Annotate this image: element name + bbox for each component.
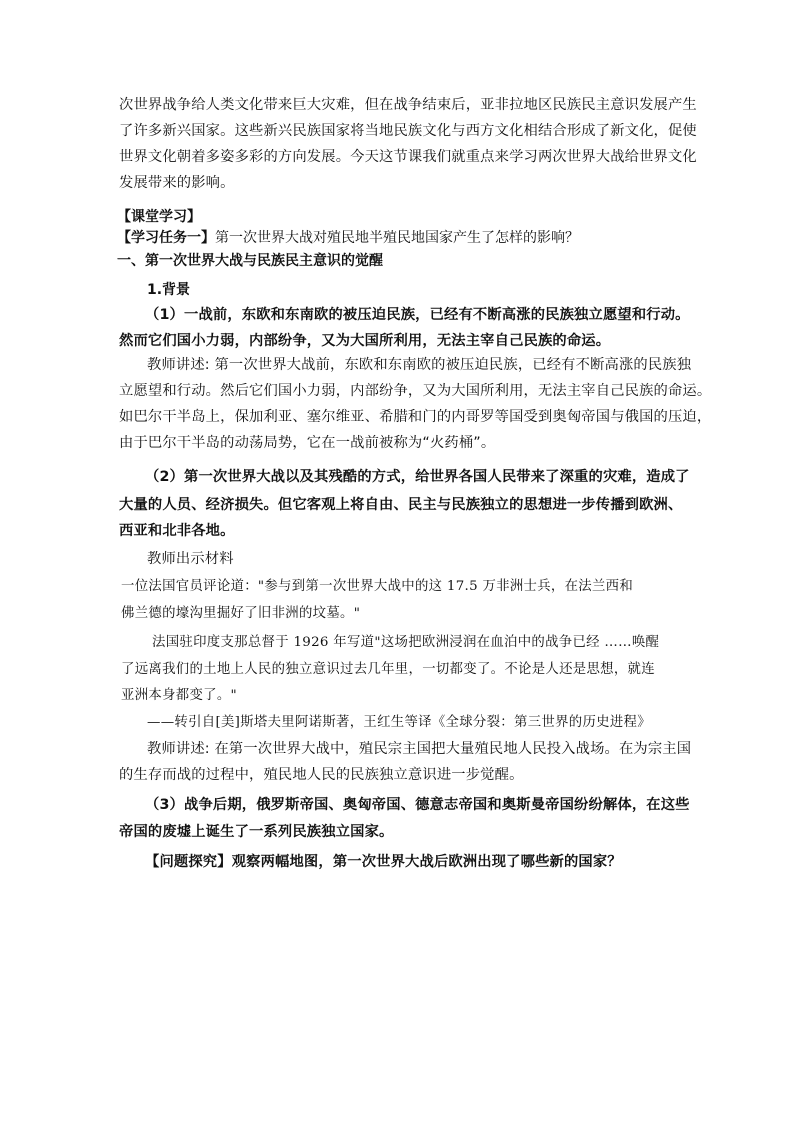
problem-inquiry xyxy=(145,852,622,872)
teacher-narration-1-line-4: 由于巴尔干半岛的动荡局势，它在一战前被称为“火药桶”。 xyxy=(119,435,496,451)
intro-line-2: 了许多新兴国家。这些新兴民族国家将当地民族文化与西方文化相结合形成了新文化，促使 xyxy=(119,123,697,139)
citation: ——转引自[美]斯塔夫里阿诺斯著，王红生等译《全球分裂：第三世界的历史进程》 xyxy=(147,715,651,730)
intro-line-1: 次世界战争给人类文化带来巨大灾难，但在战争结束后，亚非拉地区民族民主意识发展产生 xyxy=(119,97,697,113)
quote-1-line-1: 一位法国官员评论道："参与到第一次世界大战中的这 17.5 万非洲士兵，在法兰西和 xyxy=(121,579,634,594)
point-2-line-2: 大量的人员、经济损失。但它客观上将自由、民主与民族独立的思想进一步传播到欧洲、 xyxy=(119,497,683,513)
point-3-line-2: 帝国的废墟上诞生了一系列民族独立国家。 xyxy=(119,824,394,840)
inquiry-label: 【问题探究】 xyxy=(145,854,232,870)
learning-task-1 xyxy=(117,228,579,248)
teacher-narration-1-line-3: 如巴尔干半岛上，保加利亚、塞尔维亚、希腊和门的内哥罗等国受到奥匈帝国与俄国的压迫， xyxy=(119,409,712,425)
class-study-heading: 【课堂学习】 xyxy=(117,209,201,225)
point-1-line-2: 然而它们国小力弱，内部纷争，又为大国所利用，无法主宰自己民族的命运。 xyxy=(119,333,611,349)
point-1-line-1: （1）一战前，东欧和东南欧的被压迫民族，已经有不断高涨的民族独立愿望和行动。 xyxy=(145,307,690,323)
intro-line-4: 发展带来的影响。 xyxy=(119,175,235,191)
section-title: 一、第一次世界大战与民族民主意识的觉醒 xyxy=(117,253,383,269)
quote-2-line-2: 了远离我们的土地上人民的独立意识过去几年里，一切都变了。不论是人还是思想，就连 xyxy=(121,662,655,677)
teacher-narration-2-line-2: 的生存而战的过程中，殖民地人民的民族独立意识进一步觉醒。 xyxy=(119,767,524,783)
quote-2-line-1: 法国驻印度支那总督于 1926 年写道"这场把欧洲浸润在血泊中的战争已经 ……唤醒 xyxy=(152,635,660,650)
material-intro: 教师出示材料 xyxy=(147,551,234,567)
intro-line-3: 世界文化朝着多姿多彩的方向发展。今天这节课我们就重点来学习两次世界大战给世界文化 xyxy=(119,149,697,165)
quote-1-line-2: 佛兰德的壕沟里掘好了旧非洲的坟墓。" xyxy=(121,606,361,621)
teacher-narration-1-line-1: 教师讲述: 第一次世界大战前，东欧和东南欧的被压迫民族，已经有不断高涨的民族独 xyxy=(147,357,692,373)
subsection-background: 1.背景 xyxy=(147,282,191,298)
inquiry-text: 观察两幅地图，第一次世界大战后欧洲出现了哪些新的国家？ xyxy=(231,854,622,870)
task-label: 【学习任务一】 xyxy=(117,230,215,246)
point-2-line-3: 西亚和北非各地。 xyxy=(119,523,235,539)
point-3-line-1: （3）战争后期，俄罗斯帝国、奥匈帝国、德意志帝国和奥斯曼帝国纷纷解体，在这些 xyxy=(145,797,690,813)
teacher-narration-2-line-1: 教师讲述: 在第一次世界大战中，殖民宗主国把大量殖民地人民投入战场。在为宗主国 xyxy=(147,741,692,757)
task-text: 第一次世界大战对殖民地半殖民地国家产生了怎样的影响？ xyxy=(215,230,579,246)
point-2-line-1: （2）第一次世界大战以及其残酷的方式，给世界各国人民带来了深重的灾难，造成了 xyxy=(145,469,690,485)
quote-2-line-3: 亚洲本身都变了。" xyxy=(121,688,237,703)
teacher-narration-1-line-2: 立愿望和行动。然后它们国小力弱，内部纷争，又为大国所利用，无法主宰自己民族的命运。 xyxy=(119,383,712,399)
